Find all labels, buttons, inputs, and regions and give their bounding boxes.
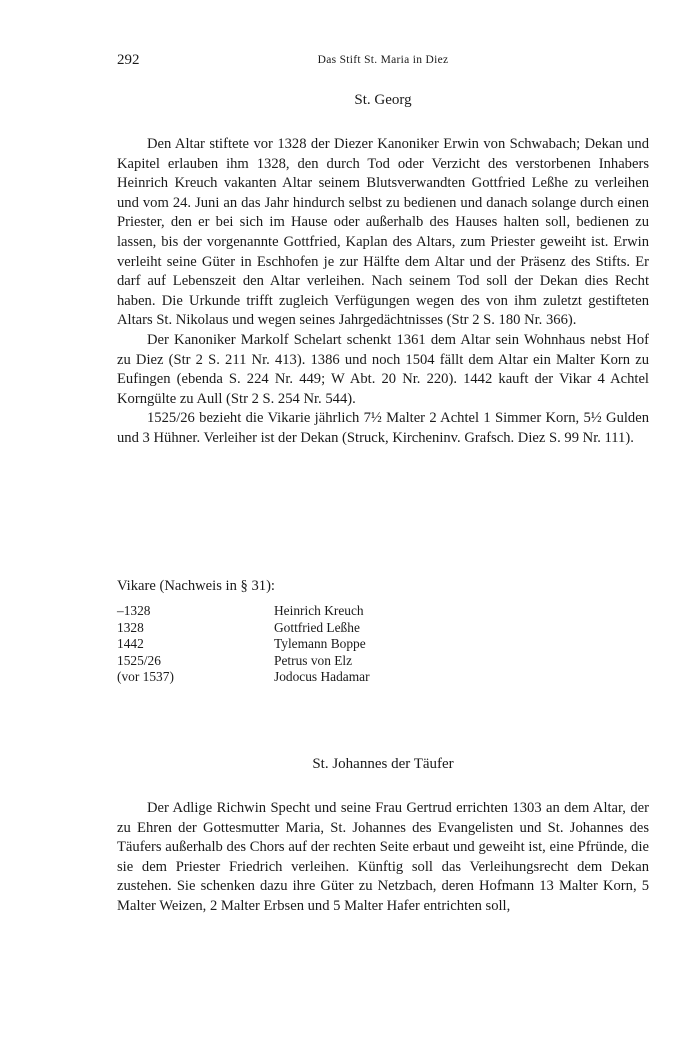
list-item <box>117 669 649 686</box>
vikare-date: –1328 <box>117 603 151 618</box>
section-heading-st-johannes: St. Johannes der Täufer <box>312 756 454 772</box>
section-body-st-georg <box>117 135 649 449</box>
paragraph: Der Adlige Richwin Specht und seine Frau Gertrud errichten 1303 an dem Altar, der zu Ehren der Gottesmutter Maria, St. Johannes des Evangelisten und St. Johannes des Täufers außerhalb des Chors auf der rechten Seite erbaut und geweiht ist, eine Pfründe, die sie dem Priester Friedrich verleihen. Künftig soll das Verleihungsrecht dem Dekan zustehen. Sie schenken dazu ihre Güter zu Netzbach, deren Hofmann 13 Malter Korn, 5 Malter Weizen, 2 Malter Erbsen und 5 Malter Hafer entrichten soll, <box>117 800 649 914</box>
paragraph: 1525/26 bezieht die Vikarie jährlich 7½ Malter 2 Achtel 1 Simmer Korn, 5½ Gulden und 3 Hühner. Verleiher ist der Dekan (Struck, Kircheninv. Grafsch. Diez S. 99 Nr. 111). <box>117 410 649 446</box>
vikare-name: Tylemann Boppe <box>274 636 366 652</box>
document-page <box>117 0 649 1057</box>
list-item <box>117 603 649 620</box>
vikare-name: Gottfried Leßhe <box>274 619 360 635</box>
vikare-name: Heinrich Kreuch <box>274 603 364 618</box>
vikare-date: 1525/26 <box>117 652 161 668</box>
list-item <box>117 636 649 653</box>
vikare-date: 1442 <box>117 636 144 652</box>
paragraph: Den Altar stiftete vor 1328 der Diezer Kanoniker Erwin von Schwabach; Dekan und Kapitel erlauben ihm 1328, den durch Tod oder Verzicht des verstorbenen Inhabers Heinrich Kreuch vakanten Altar seinem Blutsverwandten Gottfried Leßhe zu verleihen und vom 24. Juni an das Jahr hindurch selbst zu bedienen und danach solange durch einen Priester, den er bei sich im Hause oder außerhalb des Hauses halten soll, bedienen zu lassen, bis der vorgenannte Gottfried, Kaplan des Altars, zum Priester geweiht ist. Erwin verleiht seine Güter in Eschhofen je zur Hälfte dem Altar und der Präsenz des Stifts. Er darf auf Lebenszeit den Altar verleihen. Nach seinem Tod soll der Dekan dies Recht haben. Die Urkunde trifft zugleich Verfügungen wegen des von ihm zuletzt gestifteten Altars St. Nikolaus und wegen seines Jahrgedächtnisses (Str 2 S. 180 Nr. 366). <box>117 136 649 329</box>
running-title: Das Stift St. Maria in Diez <box>317 54 449 66</box>
vikare-name: Jodocus Hadamar <box>274 669 370 685</box>
section-body-st-johannes <box>117 799 649 917</box>
page-number: 292 <box>117 52 140 68</box>
vikare-title: Vikare (Nachweis in § 31): <box>117 578 275 594</box>
vikare-name: Petrus von Elz <box>274 652 353 668</box>
running-head <box>117 52 649 72</box>
section-heading-st-georg: St. Georg <box>354 92 412 108</box>
paragraph: Der Kanoniker Markolf Schelart schenkt 1361 dem Altar sein Wohnhaus nebst Hof zu Diez (Str 2 S. 211 Nr. 413). 1386 und noch 1504 fällt dem Altar ein Malter Korn zu Eufingen (ebenda S. 224 Nr. 449; W Abt. 20 Nr. 220). 1442 kauft der Vikar 4 Achtel Korngülte zu Aull (Str 2 S. 254 Nr. 544). <box>117 331 649 407</box>
list-item <box>117 620 649 637</box>
vikare-date: (vor 1537) <box>117 669 174 685</box>
vikare-list <box>117 603 649 686</box>
list-item <box>117 653 649 670</box>
vikare-date: 1328 <box>117 619 144 635</box>
